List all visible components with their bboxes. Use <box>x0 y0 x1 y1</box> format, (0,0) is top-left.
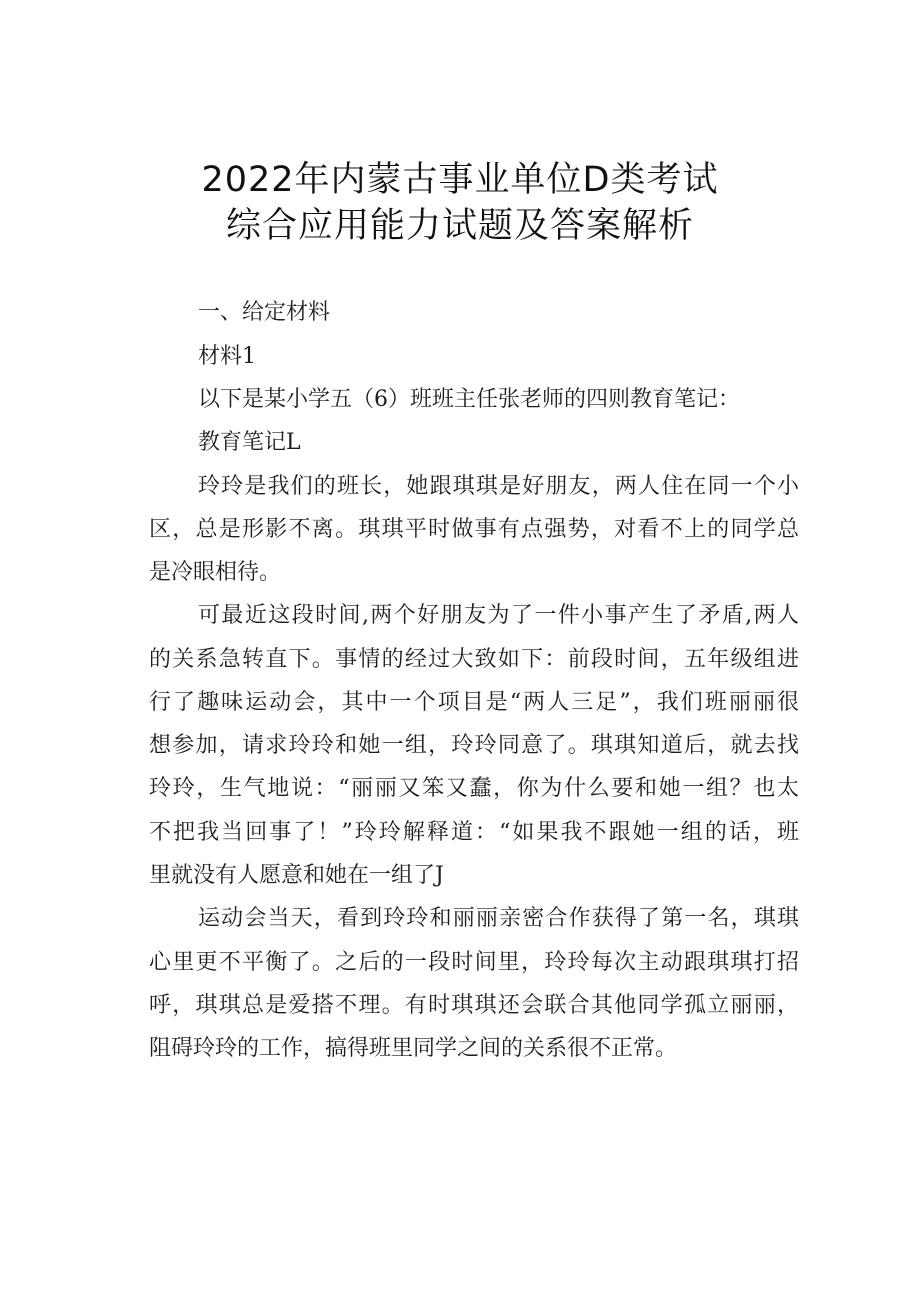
paragraph-1-line: 是冷眼相待。 <box>149 560 282 585</box>
paragraph-3-line: 心里更不平衡了。之后的一段时间里，玲玲每次主动跟琪琪打招 <box>149 950 799 975</box>
paragraph-2-line: 想参加，请求玲玲和她一组，玲玲同意了。琪琪知道后，就去找 <box>149 733 799 758</box>
paragraph-2-line: 的关系急转直下。事情的经过大致如下：前段时间，五年级组进 <box>149 647 799 672</box>
intro-text: 以下是某小学五（6）班班主任张老师的四则教育笔记： <box>198 387 740 412</box>
section-heading: 一、给定材料 <box>198 300 331 325</box>
document-title-line-2: 综合应用能力试题及答案解析 <box>225 206 694 246</box>
paragraph-3-line: 阻碍玲玲的工作，搞得班里同学之间的关系很不正常。 <box>149 1036 678 1061</box>
paragraph-2-line: 不把我当回事了！”玲玲解释道：“如果我不跟她一组的话，班 <box>149 820 799 845</box>
paragraph-2-line: 可最近这段时间,两个好朋友为了一件小事产生了矛盾,两人 <box>198 603 799 628</box>
paragraph-2-line: 行了趣味运动会，其中一个项目是“两人三足”，我们班丽丽很 <box>149 690 799 715</box>
paragraph-1-line: 区，总是形影不离。琪琪平时做事有点强势，对看不上的同学总 <box>149 517 799 542</box>
paragraph-1-line: 玲玲是我们的班长，她跟琪琪是好朋友，两人住在同一个小 <box>198 474 799 499</box>
paragraph-3-line: 运动会当天，看到玲玲和丽丽亲密合作获得了第一名，琪琪 <box>198 906 799 931</box>
paragraph-2-line: 玲玲，生气地说：“丽丽又笨又蠢，你为什么要和她一组？也太 <box>149 776 799 801</box>
paragraph-3-line: 呼，琪琪总是爱搭不理。有时琪琪还会联合其他同学孤立丽丽， <box>149 993 799 1018</box>
paragraph-2-line: 里就没有人愿意和她在一组了J <box>149 863 444 888</box>
note-heading: 教育笔记L <box>198 430 301 455</box>
document-title-line-1: 2022年内蒙古事业单位D类考试 <box>201 160 719 200</box>
material-heading: 材料1 <box>198 344 256 369</box>
